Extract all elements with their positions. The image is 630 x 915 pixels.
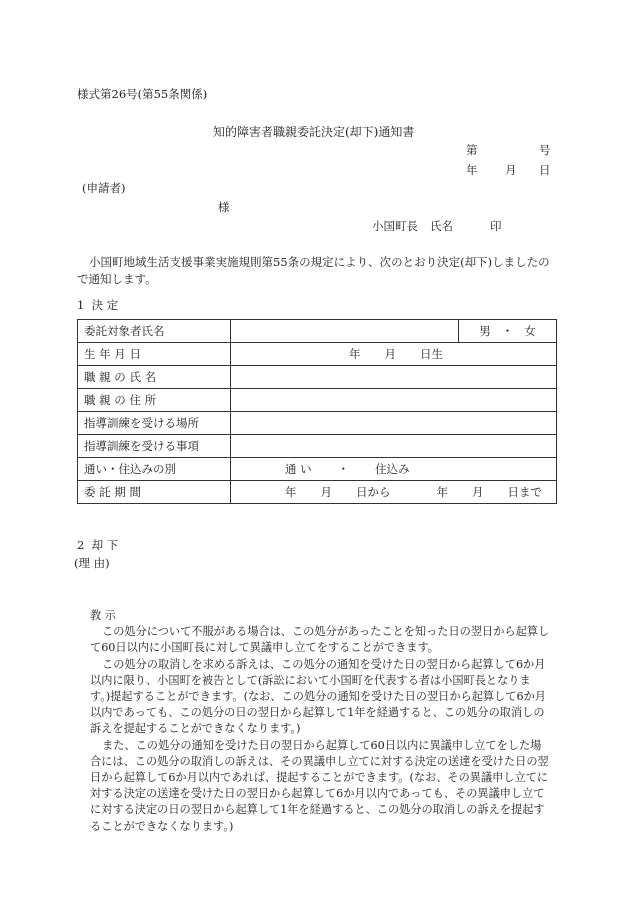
notice-paragraph-2: この処分の取消しを求める訴えは、この処分の通知を受けた日の翌日から起算して6か月以内に限り、小国町を被告として(訴訟において小国町を代表する者は小国町長となります。)提起することができます。(なお、この処分の通知を受けた日の翌日から起算して6か月以内であっても、この処分の日の翌日から起算して1年を経過すると、この処分の取消しの訴えを提起することができなくなります。) xyxy=(90,657,546,736)
table-row xyxy=(78,343,557,366)
date-day: 日 xyxy=(539,163,551,177)
birth-day: 日生 xyxy=(420,347,443,361)
value-foster-address xyxy=(231,389,557,412)
doc-number-suffix: 号 xyxy=(539,143,551,157)
table-row xyxy=(78,458,557,481)
reason-label: (理 由) xyxy=(74,556,110,570)
period-to-day: 日まで xyxy=(507,485,542,499)
birth-year: 年 xyxy=(349,347,361,361)
gender-female: 女 xyxy=(524,324,536,338)
notice-paragraph-1: この処分について不服がある場合は、この処分があったことを知った日の翌日から起算して60日以内に小国町長に対して異議申し立てをすることができます。 xyxy=(90,625,550,655)
table-row xyxy=(78,389,557,412)
table-row xyxy=(78,366,557,389)
label-foster-address: 職 親 の 住 所 xyxy=(78,389,231,412)
form-number: 様式第26号(第55条関係) xyxy=(77,87,208,101)
section1-heading xyxy=(77,297,118,313)
label-commute-type: 通い・住込みの別 xyxy=(78,458,231,481)
label-period: 委 託 期 間 xyxy=(78,481,231,504)
section1-number: 1 xyxy=(77,298,85,312)
commute-option: 通 い xyxy=(285,462,312,476)
birth-month: 月 xyxy=(384,347,396,361)
table-row xyxy=(78,435,557,458)
table-row xyxy=(78,481,557,504)
doc-number-prefix: 第 xyxy=(466,143,478,157)
value-subject-name xyxy=(231,320,459,343)
honorific: 様 xyxy=(218,200,230,214)
intro-paragraph: 小国町地域生活支援事業実施規則第55条の規定により、次のとおり決定(却下)しましたので通知します。 xyxy=(77,255,550,286)
section1-label: 決 定 xyxy=(91,298,119,312)
issuer-title: 小国町長 xyxy=(372,219,418,233)
label-training-place: 指導訓練を受ける場所 xyxy=(78,412,231,435)
period-from-year: 年 xyxy=(285,485,297,499)
value-period xyxy=(231,481,557,504)
label-training-items: 指導訓練を受ける事項 xyxy=(78,435,231,458)
value-commute-type xyxy=(231,458,557,481)
value-training-place xyxy=(231,412,557,435)
notice-heading: 教 示 xyxy=(90,609,116,622)
table-row xyxy=(78,412,557,435)
live-in-option: 住込み xyxy=(375,462,410,476)
period-from-month: 月 xyxy=(320,485,332,499)
value-training-items xyxy=(231,435,557,458)
section2-label: 却 下 xyxy=(91,538,119,552)
label-foster-name: 職 親 の 氏 名 xyxy=(78,366,231,389)
section2-number: 2 xyxy=(77,538,85,552)
gender-male: 男 xyxy=(479,324,491,338)
notice-block xyxy=(90,608,550,835)
label-subject-name: 委託対象者氏名 xyxy=(78,320,231,343)
seal-mark: 印 xyxy=(490,219,502,233)
applicant-label: (申請者) xyxy=(82,181,126,195)
value-birthdate xyxy=(231,343,557,366)
notice-paragraph-3: また、この処分の通知を受けた日の翌日から起算して60日以内に異議申し立てをした場合には、この処分の取消しの訴えは、その異議申し立てに対する決定の送達を受けた日の翌日から起算して6か月以内であれば、提起することができます。(なお、その異議申し立てに対する決定の送達を受けた日の翌日から起算して6か月以内であっても、その異議申し立てに対する決定の日の翌日から起算して1年を経過すると、この処分の取消しの訴えを提起することができなくなります。) xyxy=(90,738,549,833)
label-birthdate: 生 年 月 日 xyxy=(78,343,231,366)
period-to-month: 月 xyxy=(472,485,484,499)
gender-cell xyxy=(459,320,557,343)
period-from-day: 日から xyxy=(356,485,391,499)
decision-table xyxy=(77,319,557,504)
period-to-year: 年 xyxy=(436,485,448,499)
date-month: 月 xyxy=(505,163,517,177)
commute-dot: ・ xyxy=(337,462,350,476)
issuer-name-label: 氏名 xyxy=(430,219,453,233)
gender-dot: ・ xyxy=(501,324,514,338)
value-foster-name xyxy=(231,366,557,389)
document-title: 知的障害者職親委託決定(却下)通知書 xyxy=(213,125,415,139)
date-year: 年 xyxy=(466,163,478,177)
section2-heading xyxy=(77,537,118,553)
table-row xyxy=(78,320,557,343)
